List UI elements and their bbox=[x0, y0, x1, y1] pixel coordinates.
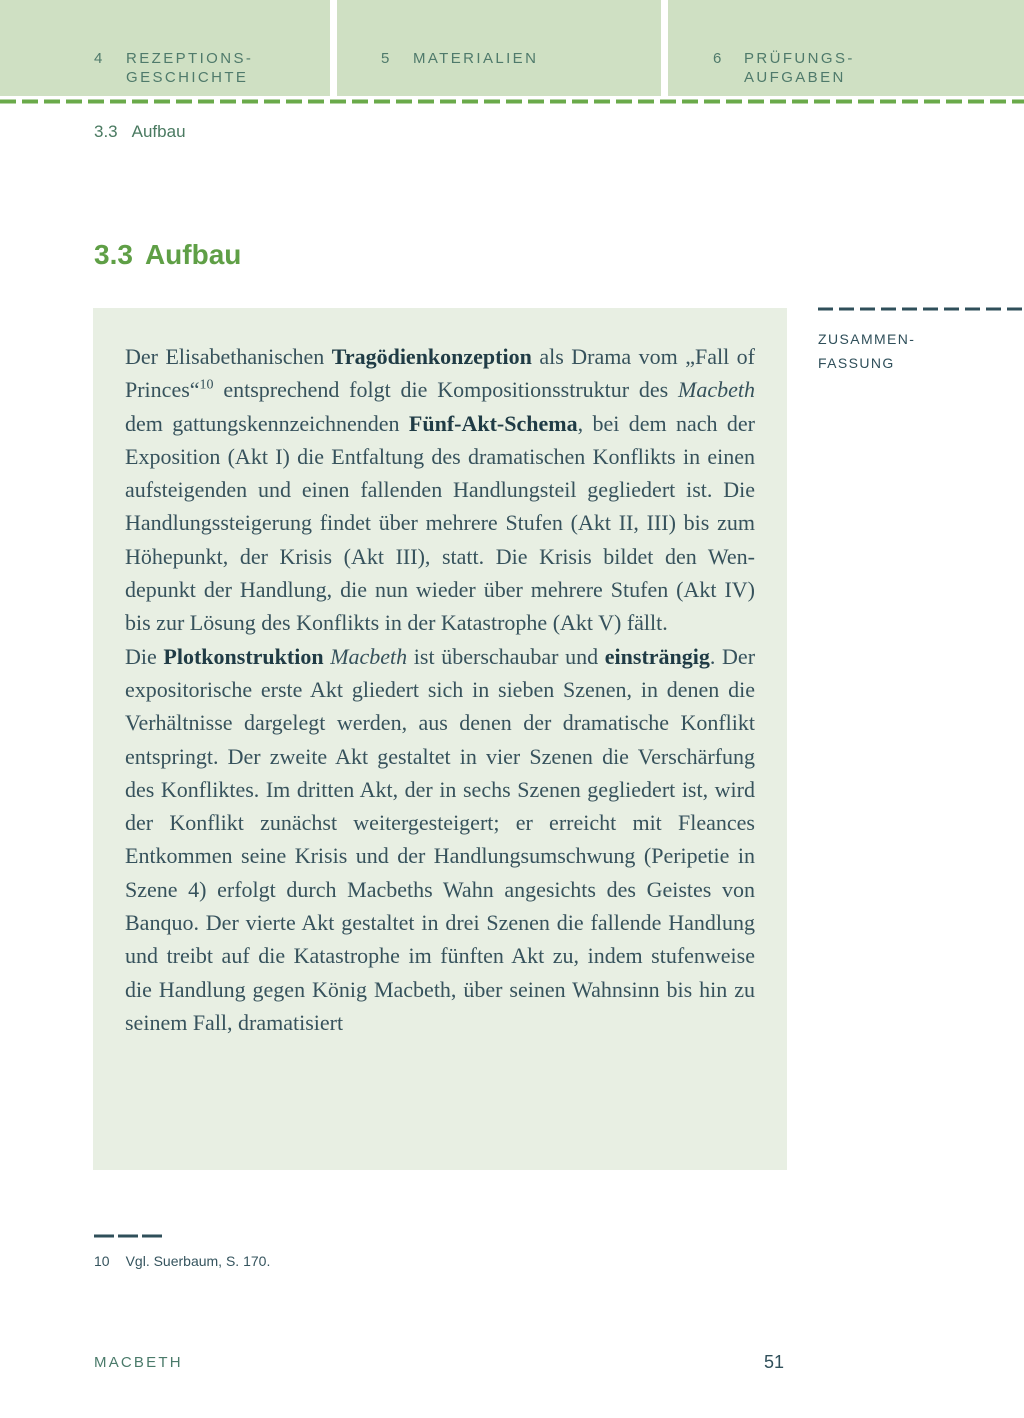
nav-tab-pruefungsaufgaben[interactable] bbox=[668, 0, 1024, 96]
chapter-label: Aufbau bbox=[144, 239, 242, 270]
nav-tab-label: MATERIALIEN bbox=[413, 50, 539, 67]
footer-book-title: MACBETH bbox=[94, 1354, 183, 1371]
footnote-ref[interactable]: 10 bbox=[199, 377, 214, 393]
keyword: Tragödienkonzeption bbox=[331, 344, 532, 369]
nav-tab-materialien[interactable] bbox=[337, 0, 661, 96]
nav-tab-number: 4 bbox=[94, 50, 105, 67]
footnote-text: Vgl. Suerbaum, S. 170. bbox=[125, 1253, 271, 1269]
nav-tab-number: 6 bbox=[713, 50, 724, 67]
nav-tab-number: 5 bbox=[381, 50, 392, 67]
running-head bbox=[94, 122, 186, 142]
summary-text bbox=[125, 340, 755, 1039]
nav-tab-rezeptionsgeschichte[interactable] bbox=[0, 0, 330, 96]
footnote-rule bbox=[94, 1234, 162, 1238]
page-number: 51 bbox=[764, 1352, 785, 1372]
keyword: Fünf-Akt-Schema bbox=[408, 410, 578, 436]
chapter-number: 3.3 bbox=[94, 239, 133, 270]
work-title: Macbeth bbox=[330, 643, 408, 669]
footnote-number: 10 bbox=[94, 1253, 110, 1269]
keyword: einsträngig bbox=[604, 643, 710, 669]
nav-tab-label: PRÜFUNGS- AUFGABEN bbox=[744, 50, 855, 86]
running-head-label: Aufbau bbox=[131, 122, 186, 141]
running-head-number: 3.3 bbox=[94, 122, 118, 141]
work-title: Macbeth bbox=[678, 377, 755, 403]
nav-tab-label: REZEPTIONS- GESCHICHTE bbox=[126, 50, 254, 86]
summary-paragraph-2: Die Plotkonstruktion Macbeth ist überschaubar und einsträngig. Der expositorische erste Akt gliedert sich in sieben Szenen, in denen die Verhältnisse dargelegt werden, aus denen der dramatische Konflikt entspringt. Der zweite Akt gestaltet in vier Szenen die Verschärfung des Konfliktes. Im dritten Akt, der in sechs Szenen gegliedert ist, wird der Konflikt zunächst weitergesteigert; er erreicht mit Fleances Entkommen seine Krisis und der Handlungsumschwung (Peripetie in Szene 4) erfolgt durch Macbeths Wahn angesichts des Geistes von Banquo. Der vierte Akt gestaltet in drei Szenen die fallende Handlung und treibt auf die Katastrophe im fünften Akt zu, indem stufenweise die Handlung gegen König Macbeth, über seinen Wahnsinn bis hin zu seinem Fall, dramatisiert bbox=[125, 643, 756, 1035]
header-dashed-rule bbox=[0, 99, 1024, 104]
chapter-title bbox=[94, 239, 241, 271]
summary-paragraph-1: Der Elisabethanischen Tragödienkonzeption als Drama vom „Fall of Princes“$^{10}$ entsprechend folgt die Kompositionsstruktur des Macbeth dem gattungskennzeichnenden Fünf-Akt-Schema, bei dem nach der Exposition (Akt I) die Entfaltung des dramatischen Konflikts in einen aufsteigenden und einen fallenden Handlungsteil gegliedert ist. Die Handlungssteigerung findet über mehrere Stufen (Akt II, III) bis zum Höhepunkt, der Krisis (Akt III), statt. Die Krisis bildet den Wendepunkt der Handlung, die nun wieder über mehrere Stufen (Akt IV) bis zur Lösung des Konflikts in der Katastrophe (Akt V) fällt. bbox=[125, 344, 755, 636]
footnote bbox=[94, 1253, 270, 1269]
margin-note: ZUSAMMEN- FASSUNG bbox=[818, 331, 916, 371]
margin-dashed-rule bbox=[818, 307, 1024, 311]
keyword: Plotkonstruktion bbox=[163, 643, 324, 669]
